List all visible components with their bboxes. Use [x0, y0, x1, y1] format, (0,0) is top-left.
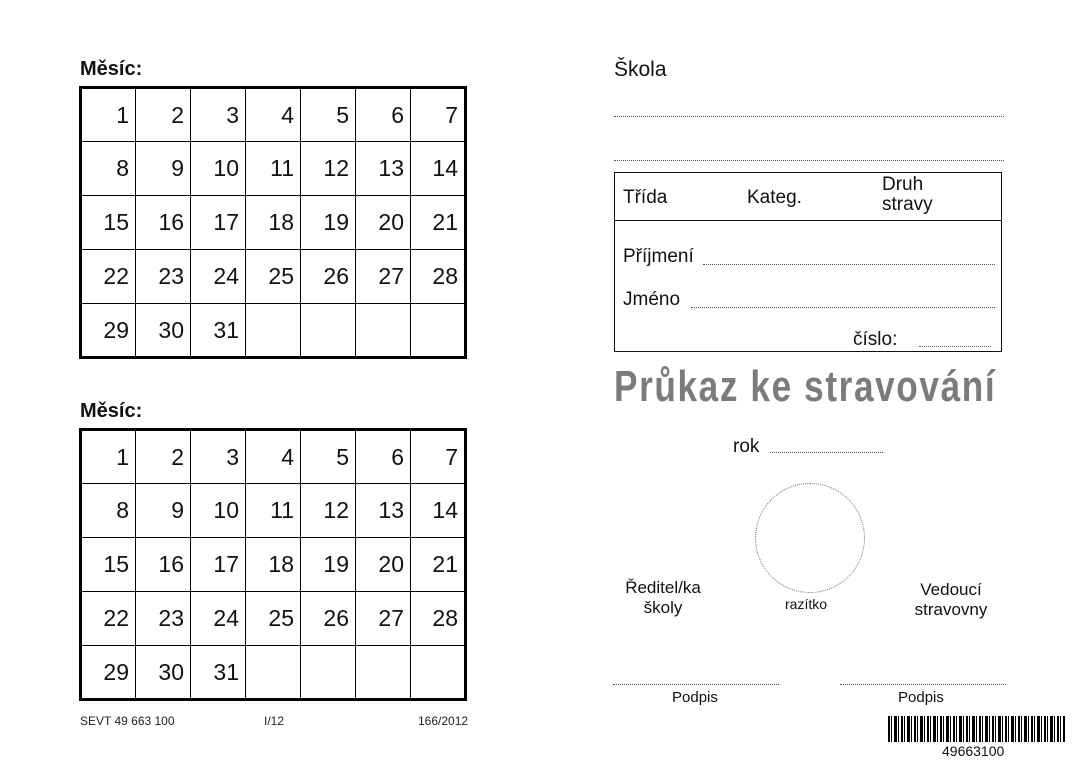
calendar-grid-2: [79, 428, 467, 701]
day-cell[interactable]: 16: [136, 196, 191, 250]
day-cell[interactable]: 24: [191, 250, 246, 304]
day-cell[interactable]: 14: [411, 142, 466, 196]
calendar-row: [81, 484, 466, 538]
day-cell[interactable]: 3: [191, 430, 246, 484]
calendar-row: [81, 250, 466, 304]
day-cell[interactable]: 5: [301, 88, 356, 142]
day-cell[interactable]: 18: [246, 538, 301, 592]
footer-number: 166/2012: [418, 714, 469, 728]
day-cell[interactable]: 4: [246, 430, 301, 484]
day-cell[interactable]: 31: [191, 646, 246, 700]
day-cell[interactable]: 13: [356, 142, 411, 196]
day-cell[interactable]: 2: [136, 88, 191, 142]
day-cell[interactable]: 15: [81, 196, 136, 250]
director-signature-line[interactable]: [613, 684, 779, 685]
director-label-2: školy: [643, 598, 683, 617]
day-cell[interactable]: 1: [81, 430, 136, 484]
surname-label: Příjmení: [623, 246, 694, 267]
day-cell[interactable]: [411, 304, 466, 358]
canteen-head-label: [900, 580, 1002, 620]
day-cell[interactable]: 21: [411, 538, 466, 592]
day-cell[interactable]: [301, 304, 356, 358]
director-label-1: Ředitel/ka: [625, 578, 701, 597]
day-cell[interactable]: 1: [81, 88, 136, 142]
day-cell[interactable]: 10: [191, 142, 246, 196]
school-line-1[interactable]: [614, 116, 1004, 117]
footer-code: SEVT 49 663 100: [80, 714, 175, 728]
day-cell[interactable]: 19: [301, 538, 356, 592]
month-label-1: Měsíc:: [80, 58, 143, 80]
day-cell[interactable]: 23: [136, 250, 191, 304]
first-name-label: Jméno: [623, 289, 681, 310]
day-cell[interactable]: [301, 646, 356, 700]
calendar-row: [81, 430, 466, 484]
day-cell[interactable]: 7: [411, 88, 466, 142]
day-cell[interactable]: 16: [136, 538, 191, 592]
day-cell[interactable]: 20: [356, 196, 411, 250]
canteen-signature-line[interactable]: [840, 684, 1006, 685]
student-info-box: [614, 172, 1002, 352]
calendar-row: [81, 592, 466, 646]
calendar-row: [81, 88, 466, 142]
info-header: [615, 173, 1001, 221]
day-cell[interactable]: 26: [301, 250, 356, 304]
card-title: Průkaz ke stravování: [614, 362, 997, 411]
class-label: Třída: [623, 187, 668, 208]
day-cell[interactable]: 25: [246, 592, 301, 646]
month-label-2: Měsíc:: [80, 400, 143, 422]
day-cell[interactable]: 8: [81, 142, 136, 196]
day-cell[interactable]: 4: [246, 88, 301, 142]
day-cell[interactable]: 11: [246, 484, 301, 538]
day-cell[interactable]: 30: [136, 304, 191, 358]
day-cell[interactable]: 8: [81, 484, 136, 538]
day-cell[interactable]: [246, 646, 301, 700]
day-cell[interactable]: 31: [191, 304, 246, 358]
day-cell[interactable]: 29: [81, 646, 136, 700]
year-label: rok: [733, 436, 760, 457]
day-cell[interactable]: 11: [246, 142, 301, 196]
day-cell[interactable]: [356, 646, 411, 700]
footer-edition: I/12: [264, 714, 285, 728]
meal-type-label: [882, 175, 933, 215]
day-cell[interactable]: 21: [411, 196, 466, 250]
day-cell[interactable]: [356, 304, 411, 358]
day-cell[interactable]: 22: [81, 592, 136, 646]
day-cell[interactable]: 5: [301, 430, 356, 484]
year-field[interactable]: [770, 452, 883, 453]
day-cell[interactable]: 17: [191, 538, 246, 592]
day-cell[interactable]: 28: [411, 592, 466, 646]
day-cell[interactable]: 6: [356, 88, 411, 142]
day-cell[interactable]: [246, 304, 301, 358]
day-cell[interactable]: 27: [356, 592, 411, 646]
day-cell[interactable]: 30: [136, 646, 191, 700]
barcode: [888, 716, 1065, 742]
day-cell[interactable]: 18: [246, 196, 301, 250]
day-cell[interactable]: 27: [356, 250, 411, 304]
day-cell[interactable]: 2: [136, 430, 191, 484]
day-cell[interactable]: 23: [136, 592, 191, 646]
calendar-row: [81, 304, 466, 358]
calendar-row: [81, 538, 466, 592]
meal-type-label-1: Druh: [882, 174, 924, 195]
calendar-grid-1: [79, 86, 467, 359]
day-cell[interactable]: 14: [411, 484, 466, 538]
day-cell[interactable]: 13: [356, 484, 411, 538]
day-cell[interactable]: 12: [301, 484, 356, 538]
meal-type-label-2: stravy: [882, 194, 933, 215]
day-cell[interactable]: 7: [411, 430, 466, 484]
director-label: [612, 578, 714, 618]
surname-field[interactable]: [703, 264, 995, 265]
day-cell[interactable]: 19: [301, 196, 356, 250]
barcode-number: 49663100: [942, 743, 1005, 759]
number-field[interactable]: [919, 346, 991, 347]
day-cell[interactable]: 28: [411, 250, 466, 304]
canteen-label-2: stravovny: [914, 600, 988, 619]
canteen-label-1: Vedoucí: [920, 580, 982, 599]
day-cell[interactable]: [411, 646, 466, 700]
day-cell[interactable]: 9: [136, 142, 191, 196]
stamp-label: razítko: [785, 596, 828, 612]
calendar-row: [81, 196, 466, 250]
school-label: Škola: [614, 58, 667, 81]
day-cell[interactable]: 22: [81, 250, 136, 304]
calendar-row: [81, 646, 466, 700]
day-cell[interactable]: 3: [191, 88, 246, 142]
day-cell[interactable]: 15: [81, 538, 136, 592]
day-cell[interactable]: 25: [246, 250, 301, 304]
canteen-signature-label: Podpis: [898, 689, 944, 706]
day-cell[interactable]: 20: [356, 538, 411, 592]
day-cell[interactable]: 10: [191, 484, 246, 538]
calendar-row: [81, 142, 466, 196]
day-cell[interactable]: 17: [191, 196, 246, 250]
day-cell[interactable]: 26: [301, 592, 356, 646]
stamp-circle: [755, 483, 865, 593]
day-cell[interactable]: 6: [356, 430, 411, 484]
director-signature-label: Podpis: [672, 689, 718, 706]
day-cell[interactable]: 12: [301, 142, 356, 196]
school-line-2[interactable]: [614, 160, 1004, 161]
day-cell[interactable]: 29: [81, 304, 136, 358]
number-label: číslo:: [853, 329, 898, 350]
first-name-field[interactable]: [691, 307, 995, 308]
day-cell[interactable]: 9: [136, 484, 191, 538]
category-label: Kateg.: [747, 187, 802, 208]
day-cell[interactable]: 24: [191, 592, 246, 646]
